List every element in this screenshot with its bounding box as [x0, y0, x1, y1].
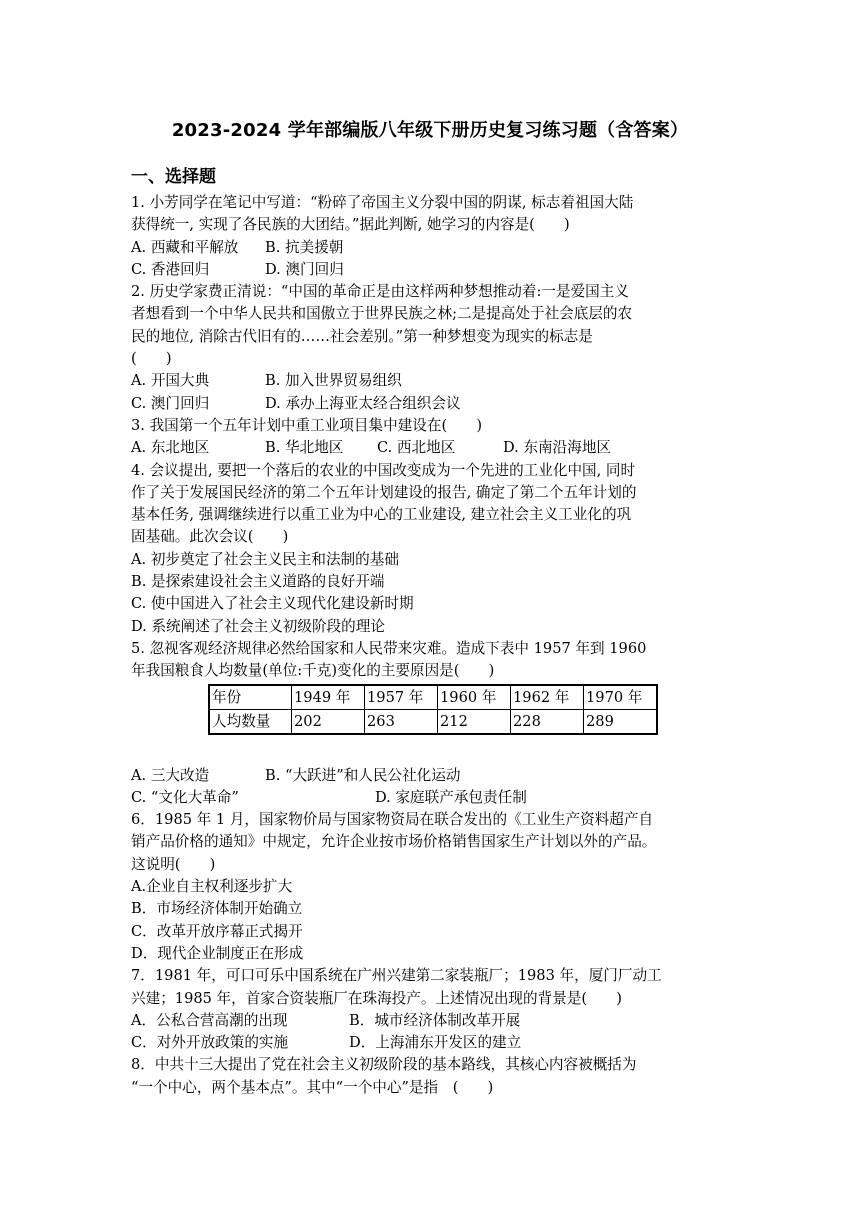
question-stem-line: 8．中共十三大提出了党在社会主义初级阶段的基本路线，其核心内容被概括为 [131, 1056, 637, 1074]
table-header-row [209, 685, 657, 710]
option-c: C．改革开放序幕正式揭开 [131, 922, 303, 940]
option-a: A. 开国大典 [131, 372, 210, 390]
question-8 [131, 1054, 739, 1099]
table-cell: 人均数量 [209, 709, 292, 734]
question-1 [131, 192, 739, 281]
table-row [209, 709, 657, 734]
option-d: D. 澳门回归 [265, 260, 344, 278]
option-b: B. 是探索建设社会主义道路的良好开端 [131, 573, 385, 591]
table-cell: 263 [365, 709, 438, 734]
table-cell: 1962 年 [511, 685, 584, 710]
question-stem-line: 作了关于发展国民经济的第二个五年计划建设的报告, 确定了第二个五年计划的 [131, 483, 637, 501]
option-c: C. “文化大革命” [131, 788, 239, 806]
document-title: 2023-2024 学年部编版八年级下册历史复习练习题（含答案） [171, 120, 689, 141]
option-a: A. 三大改造 [131, 766, 210, 784]
table-cell: 1957 年 [365, 685, 438, 710]
question-stem-line: 5. 忽视客观经济规律必然给国家和人民带来灾难。造成下表中 1957 年到 1960 [131, 639, 647, 657]
table-cell: 289 [584, 709, 658, 734]
grain-per-capita-table [208, 684, 658, 735]
option-b: B．市场经济体制开始确立 [131, 900, 303, 918]
question-2 [131, 281, 739, 415]
question-stem-line: 4. 会议提出, 要把一个落后的农业的中国改变成为一个先进的工业化中国, 同时 [131, 461, 636, 479]
question-5 [131, 638, 739, 809]
question-stem-line: 1. 小芳同学在笔记中写道：“粉碎了帝国主义分裂中国的阴谋, 标志着祖国大陆 [131, 194, 634, 211]
question-4 [131, 460, 739, 638]
question-stem-line: 获得统一, 实现了各民族的大团结。”据此判断, 她学习的内容是( ) [131, 216, 570, 234]
option-a: A．公私合营高潮的出现 [131, 1011, 288, 1029]
question-list [131, 192, 739, 1099]
option-a: A.企业自主权利逐步扩大 [131, 878, 293, 896]
table-cell: 1970 年 [584, 685, 658, 710]
question-stem-line: 者想看到一个中华人民共和国傲立于世界民族之林;二是提高处于社会底层的农 [131, 305, 633, 323]
option-c: C. 香港回归 [131, 260, 210, 278]
question-7 [131, 965, 739, 1054]
table-cell: 212 [438, 709, 511, 734]
question-stem-line: 民的地位, 消除古代旧有的……社会差别。”第一种梦想变为现实的标志是 [131, 327, 593, 345]
question-stem-line: 3. 我国第一个五年计划中重工业项目集中建设在( ) [131, 416, 483, 434]
table-cell: 1949 年 [292, 685, 365, 710]
option-a: A. 东北地区 [131, 439, 210, 457]
option-a: A. 西藏和平解放 [131, 238, 239, 256]
table-cell: 年份 [209, 685, 292, 710]
question-stem-line: 基本任务, 强调继续进行以重工业为中心的工业建设, 建立社会主义工业化的巩 [131, 506, 632, 524]
table-cell: 1960 年 [438, 685, 511, 710]
option-d: D. 家庭联产承包责任制 [375, 788, 527, 806]
question-stem-line: 年我国粮食人均数量(单位:千克)变化的主要原因是( ) [131, 662, 495, 680]
option-d: D. 系统阐述了社会主义初级阶段的理论 [131, 617, 385, 635]
question-stem-line: 这说明( ) [131, 855, 216, 873]
question-6 [131, 809, 739, 965]
option-b: B. 华北地区 [265, 439, 344, 457]
question-stem-line: 兴建；1985 年，首家合资装瓶厂在珠海投产。上述情况出现的背景是( ) [131, 989, 622, 1007]
option-b: B. “大跃进”和人民公社化运动 [265, 766, 461, 784]
option-d: D. 东南沿海地区 [503, 439, 612, 457]
question-stem-line: 销产品价格的通知》中规定，允许企业按市场价格销售国家生产计划以外的产品。 [131, 833, 657, 851]
option-b: B. 加入世界贸易组织 [265, 372, 402, 390]
question-3 [131, 415, 739, 460]
question-stem-line: ( ) [131, 350, 172, 368]
table-cell: 202 [292, 709, 365, 734]
option-b: B. 抗美援朝 [265, 238, 344, 256]
question-stem-line: 6．1985 年 1 月，国家物价局与国家物资局在联合发出的《工业生产资料超产自 [131, 811, 654, 829]
question-stem-line: 7．1981 年，可口可乐中国系统在广州兴建第二家装瓶厂；1983 年，厦门厂动工 [131, 967, 662, 985]
option-b: B．城市经济体制改革开展 [349, 1011, 521, 1029]
table-cell: 228 [511, 709, 584, 734]
option-c: C. 使中国进入了社会主义现代化建设新时期 [131, 595, 414, 613]
option-c: C. 澳门回归 [131, 394, 210, 412]
question-stem-line: 2. 历史学家费正清说：“中国的革命正是由这样两种梦想推动着:一是爱国主义 [131, 283, 629, 301]
section-heading: 一、选择题 [131, 167, 216, 187]
option-d: D．现代企业制度正在形成 [131, 944, 304, 962]
question-stem-line: “一个中心，两个基本点”。其中“一个中心”是指 ( ) [131, 1078, 494, 1096]
option-a: A. 初步奠定了社会主义民主和法制的基础 [131, 550, 399, 568]
option-d: D. 承办上海亚太经合组织会议 [265, 394, 461, 412]
option-c: C. 西北地区 [377, 439, 456, 457]
option-c: C．对外开放政策的实施 [131, 1034, 289, 1052]
question-stem-line: 固基础。此次会议( ) [131, 528, 289, 546]
option-d: D．上海浦东开发区的建立 [349, 1034, 522, 1052]
